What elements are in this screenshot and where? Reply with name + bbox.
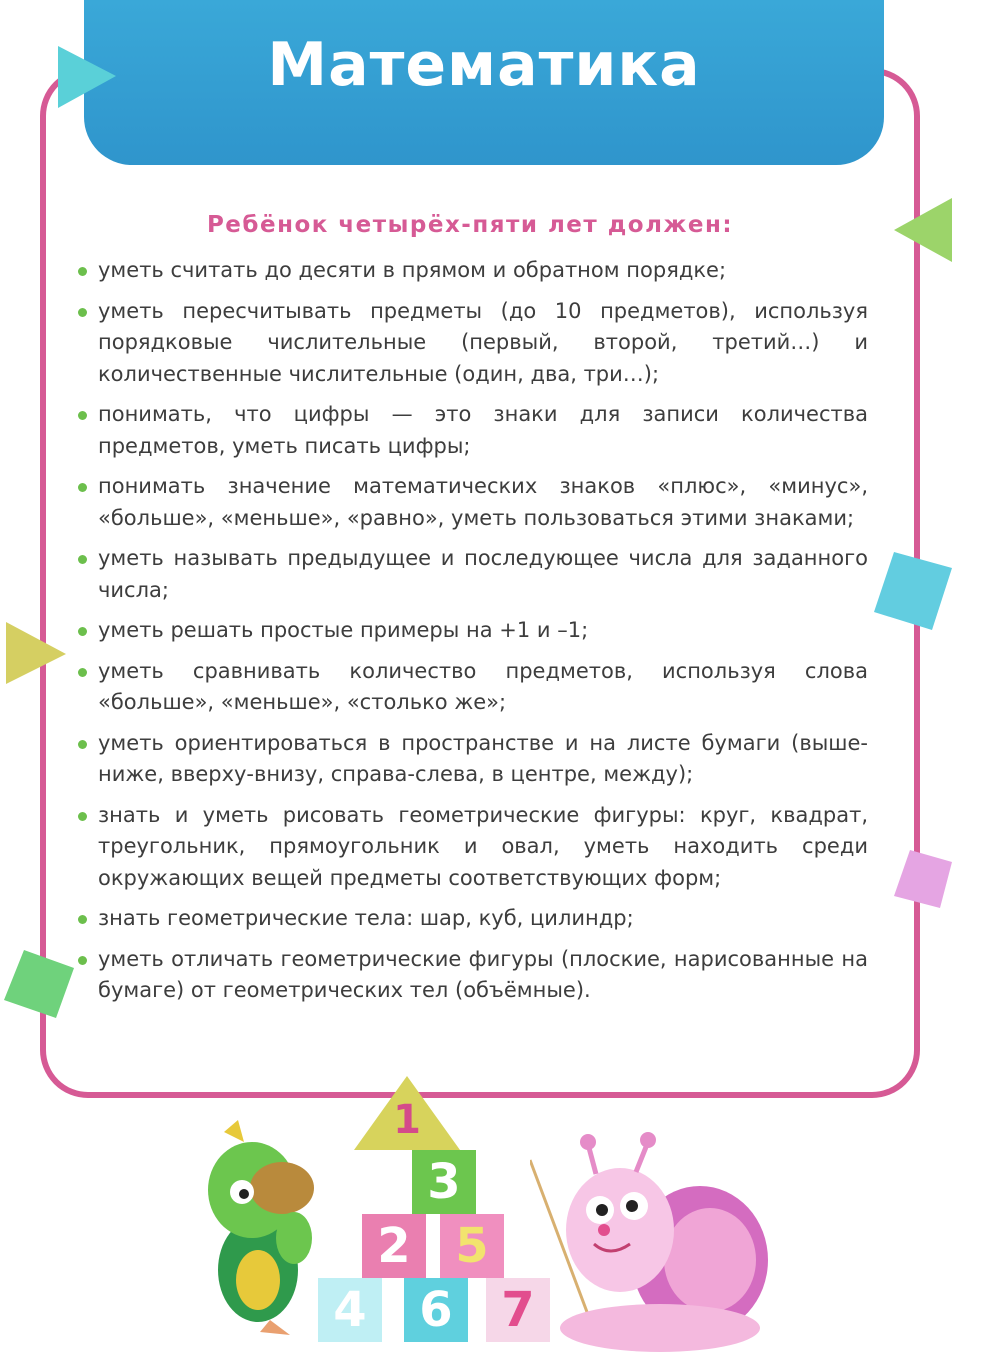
list-item-text: уметь считать до десяти в прямом и обратном порядке; <box>98 258 727 282</box>
number-block-7: 7 <box>486 1278 550 1342</box>
number-block-6: 6 <box>404 1278 468 1342</box>
list-item-text: уметь сравнивать количество предметов, используя слова «больше», «меньше», «столько же»; <box>98 658 868 714</box>
list-item <box>78 543 868 606</box>
bullet-icon <box>78 812 87 821</box>
square-decoration-right-pink <box>894 850 954 910</box>
list-item-text: знать и уметь рисовать геометрические фигуры: круг, квадрат, треугольник, прямоугольник и овал, уметь находить среди окружающих вещей предметы соответствующих форм; <box>98 802 868 890</box>
list-item <box>78 615 868 647</box>
bullet-icon <box>78 308 87 317</box>
bullet-icon <box>78 627 87 636</box>
list-item <box>78 255 868 287</box>
snail-illustration <box>530 1130 770 1360</box>
number-block-1: 1 <box>393 1097 421 1143</box>
number-block-3: 3 <box>412 1150 476 1214</box>
intro-heading: Ребёнок четырёх-пяти лет должен: <box>206 212 734 238</box>
list-item-text: уметь решать простые примеры на +1 и –1; <box>98 618 589 642</box>
square-decoration-left-green <box>4 950 74 1020</box>
number-block-2: 2 <box>362 1214 426 1278</box>
skills-list <box>78 255 868 1016</box>
list-item <box>78 399 868 462</box>
list-item <box>78 800 868 895</box>
bullet-icon <box>78 411 87 420</box>
bullet-icon <box>78 267 87 276</box>
list-item-text: понимать, что цифры — это знаки для записи количества предметов, уметь писать цифры; <box>98 402 868 458</box>
list-item <box>78 296 868 391</box>
list-item <box>78 728 868 791</box>
list-item-text: уметь пересчитывать предметы (до 10 предметов), используя порядковые числительные (первый, второй, третий…) и количественные числительные (один, два, три…); <box>98 298 868 386</box>
list-item-text: знать геометрические тела: шар, куб, цилиндр; <box>98 906 634 930</box>
number-block-5: 5 <box>440 1214 504 1278</box>
list-item-text: понимать значение математических знаков «плюс», «минус», «больше», «меньше», «равно», уметь пользоваться этими знаками; <box>98 474 868 530</box>
square-decoration-right-blue <box>872 552 952 632</box>
list-item-text: уметь называть предыдущее и последующее числа для заданного числа; <box>98 546 868 602</box>
bullet-icon <box>78 555 87 564</box>
number-block-4: 4 <box>318 1278 382 1342</box>
parrot-illustration <box>190 1120 330 1340</box>
page-title: Математика <box>267 30 701 100</box>
list-item <box>78 656 868 719</box>
bullet-icon <box>78 915 87 924</box>
list-item <box>78 903 868 935</box>
bullet-icon <box>78 956 87 965</box>
list-item <box>78 471 868 534</box>
bullet-icon <box>78 668 87 677</box>
triangle-decoration-left <box>6 622 66 686</box>
list-item-text: уметь ориентироваться в пространстве и на листе бумаги (выше-ниже, вверху-внизу, справа-слева, в центре, между); <box>98 730 868 786</box>
bullet-icon <box>78 483 87 492</box>
triangle-decoration-top-left <box>58 46 118 110</box>
bullet-icon <box>78 740 87 749</box>
list-item-text: уметь отличать геометрические фигуры (плоские, нарисованные на бумаге) от геометрических тел (объёмные). <box>98 946 868 1002</box>
list-item <box>78 944 868 1007</box>
